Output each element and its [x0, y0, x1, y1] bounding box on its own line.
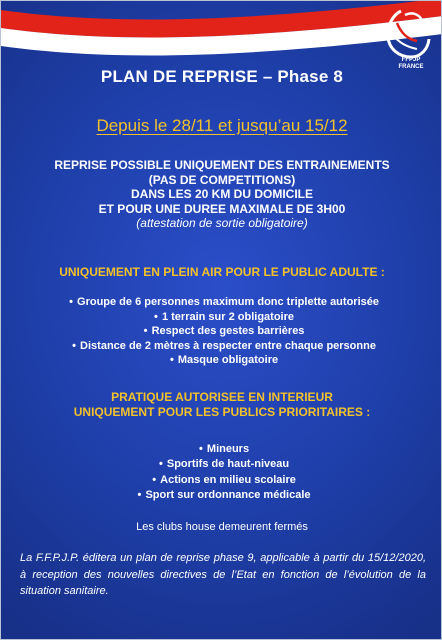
intro-note: (attestation de sortie obligatoire)	[136, 216, 308, 230]
list-item: • Distance de 2 mètres à respecter entre chaque personne	[72, 339, 376, 352]
intro-line: REPRISE POSSIBLE UNIQUEMENT DES ENTRAINEMENTS	[54, 158, 390, 172]
date-range: Depuis le 28/11 et jusqu’au 15/12	[96, 116, 348, 135]
intro-line: DANS LES 20 KM DU DOMICILE	[130, 187, 313, 201]
logo-line-2: FRANCE	[398, 64, 424, 70]
indoor-heading-line-2: UNIQUEMENT POUR LES PUBLICS PRIORITAIRES :	[73, 405, 371, 419]
list-item: • Respect des gestes barrières	[143, 325, 305, 338]
list-item: • Groupe de 6 personnes maximum donc triplette autorisée	[69, 296, 379, 308]
list-item: • Sportifs de haut-niveau	[158, 458, 290, 471]
indoor-heading	[1, 390, 442, 420]
outdoor-heading: UNIQUEMENT EN PLEIN AIR POUR LE PUBLIC ADULTE :	[59, 265, 385, 279]
list-item: • Actions en milieu scolaire	[152, 473, 296, 486]
footer-note: La F.F.P.J.P. éditera un plan de reprise phase 9, applicable à partir du 15/12/2020, à reception des nouvelles directives de l’Etat en fonction de l’évolution de la situation sanitaire.	[20, 552, 426, 597]
list-item: • 1 terrain sur 2 obligatoire	[154, 310, 295, 323]
clubs-note: Les clubs house demeurent fermés	[136, 521, 308, 533]
page-title: PLAN DE REPRISE – Phase 8	[100, 67, 344, 86]
intro-line: (PAS DE COMPETITIONS)	[148, 172, 296, 187]
indoor-heading-line-1: PRATIQUE AUTORISEE EN INTERIEUR	[111, 390, 333, 404]
logo-line-1: FFPJP	[401, 57, 421, 63]
indoor-list	[1, 442, 442, 504]
outdoor-list	[1, 295, 442, 368]
list-item: • Mineurs	[198, 443, 250, 455]
intro-line: ET POUR UNE DUREE MAXIMALE DE 3H00	[98, 201, 346, 216]
list-item: • Masque obligatoire	[169, 354, 279, 367]
intro-block	[1, 158, 442, 231]
list-item: • Sport sur ordonnance médicale	[137, 489, 311, 502]
